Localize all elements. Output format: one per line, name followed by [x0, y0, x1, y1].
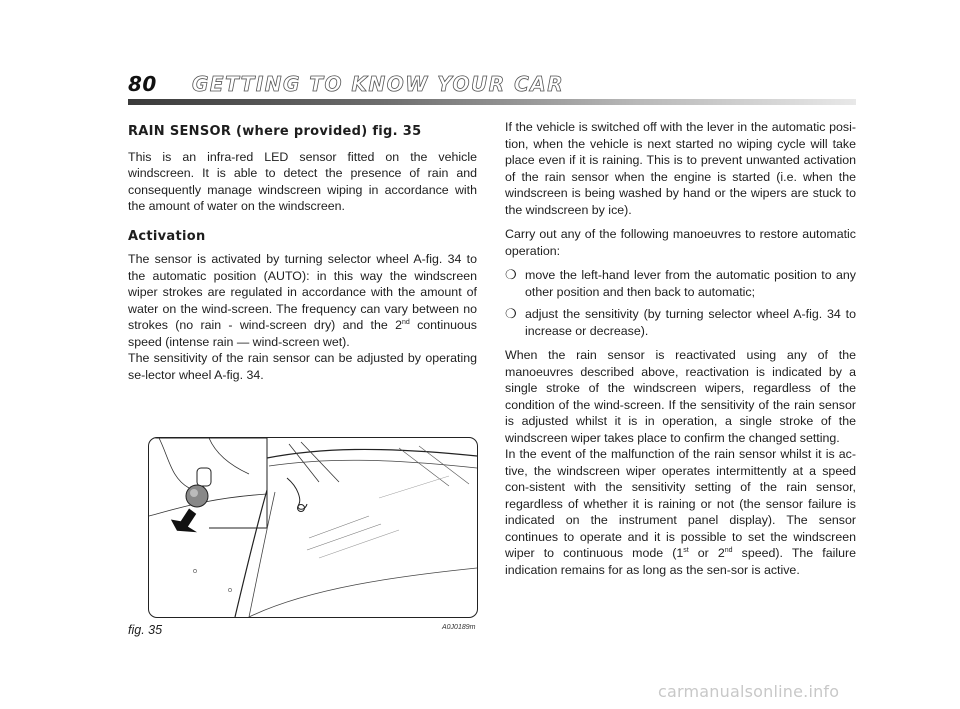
list-item: ❍ adjust the sensitivity (by turning selector wheel A-fig. 34 to increase or decrease).	[505, 306, 856, 338]
superscript-st: st	[683, 547, 689, 554]
superscript-nd: nd	[724, 547, 733, 554]
switched-off-paragraph: If the vehicle is switched off with the lever in the automatic posi-tion, when the vehicle is next started no wiping cycle will take place even if it is raining. This is to prevent unwanted activation of the rain sensor when the engine is started (i.e. when the windscreen is being washed by hand or the wipers are stuck to the windscreen by ice).	[505, 120, 856, 217]
sensitivity-paragraph: The sensitivity of the rain sensor can be adjusted by operating se-lector wheel A-fig. 34.	[128, 351, 477, 382]
section-heading: RAIN SENSOR (where provided) fig. 35	[128, 124, 422, 139]
page-number: 80	[128, 72, 157, 96]
manoeuvre-list	[505, 267, 856, 339]
circle-bullet-icon: ❍	[505, 306, 517, 321]
malfunction-paragraph: In the event of the malfunction of the rain sensor whilst it is ac-tive, the windscreen wiper operates intermittently at a speed con-sistent with the sensitivity setting of the rain sensor, regardless of whether it is raining or not (the sensor failure is indicated on the instrument panel display). The sensor continues to operate and it is possible to set the windscreen wiper to continuous mode (1st or 2nd speed). The failure indication remains for as long as the sen-sor is active.	[505, 447, 856, 577]
reactivation-paragraph: When the rain sensor is reactivated using any of the manoeuvres described above, reactivation is indicated by a single stroke of the windscreen wipers, regardless of the condition of the wind-screen. If the sensitivity of the rain sensor is adjusted whilst it is in operation, a single stroke of the windscreen wiper takes place to confirm the changed setting.	[505, 348, 856, 445]
circle-bullet-icon: ❍	[505, 267, 517, 282]
windscreen-rain-sensor-illustration-icon	[149, 438, 477, 617]
activation-heading: Activation	[128, 228, 206, 244]
activation-paragraph: The sensor is activated by turning selector wheel A-fig. 34 to the automatic position (AUTO): in this way the windscreen wiper strokes are regulated in accordance with the amount of water on the wind-screen. The frequency can vary between no strokes (no rain - wind-screen dry) and the 2nd continuous speed (intense rain — wind-screen wet).	[128, 252, 477, 349]
restore-paragraph: Carry out any of the following manoeuvres to restore automatic operation:	[505, 227, 856, 258]
right-column	[505, 119, 856, 586]
figure-35	[148, 437, 478, 618]
figure-caption: fig. 35	[128, 623, 163, 637]
list-item: ❍ move the left-hand lever from the automatic position to any other position and then back to automatic;	[505, 267, 856, 299]
watermark: carmanualsonline.info	[658, 682, 840, 701]
running-title: GETTING TO KNOW YOUR CAR	[192, 72, 565, 96]
left-column	[128, 124, 477, 391]
intro-paragraph: This is an infra-red LED sensor fitted on the vehicle windscreen. It is able to detect the presence of rain and consequently manage windscreen wiping in accordance with the amount of water on the windscreen.	[128, 149, 477, 213]
superscript-nd: nd	[401, 319, 410, 326]
figure-code: A0J0189m	[442, 624, 476, 631]
header-bar	[128, 99, 856, 105]
